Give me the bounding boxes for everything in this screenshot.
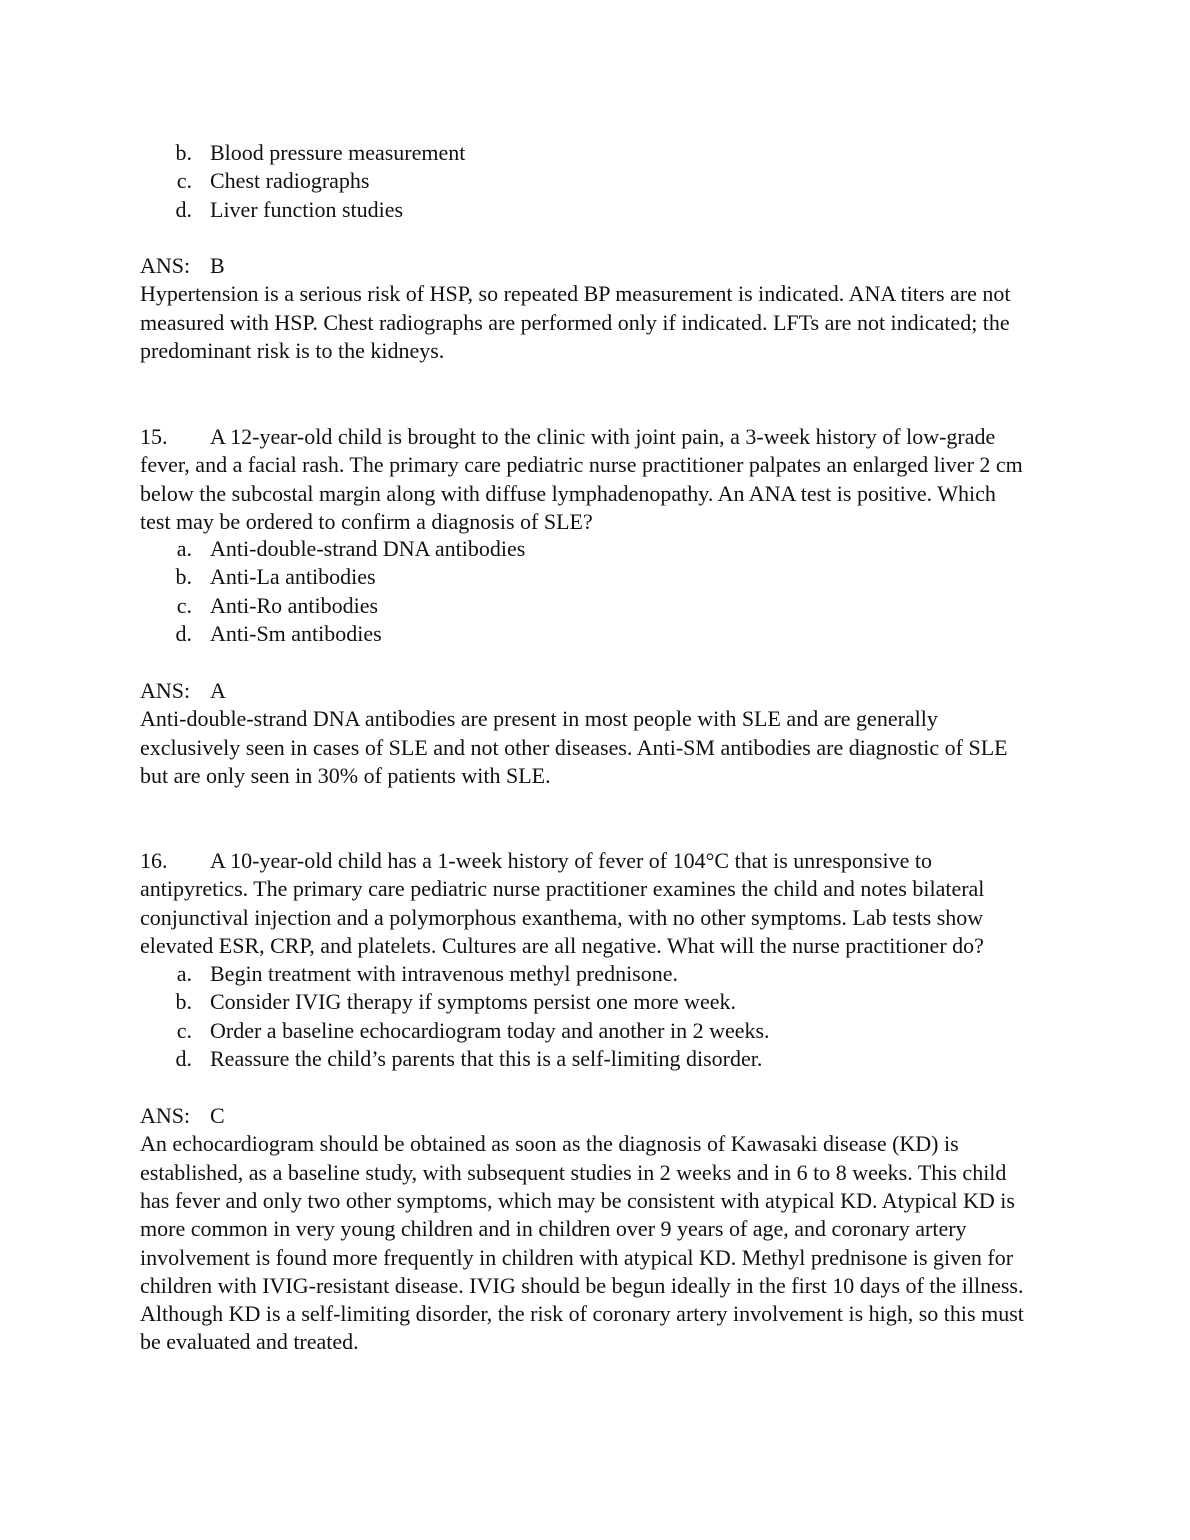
option-letter: c. — [176, 1017, 192, 1043]
option-text: Consider IVIG therapy if symptoms persist one more week. — [210, 989, 737, 1015]
question-stem-line: below the subcostal margin along with diffuse lymphadenopathy. An ANA test is positive. Which — [140, 480, 996, 506]
option-letter: b. — [175, 140, 192, 165]
option-text: Chest radiographs — [210, 168, 370, 194]
option-letter: b. — [175, 564, 192, 590]
option-letter: d. — [175, 196, 192, 222]
answer-value: C — [210, 1103, 225, 1128]
question-stem-line: test may be ordered to confirm a diagnosis of SLE? — [140, 508, 593, 534]
rationale-line: involvement is found more frequently in children with atypical KD. Methyl prednisone is given for — [140, 1244, 1014, 1270]
option-letter: a. — [176, 961, 192, 986]
rationale-line: Although KD is a self-limiting disorder, the risk of coronary artery involvement is high, so this must — [140, 1301, 1024, 1327]
option-letter: d. — [175, 620, 192, 646]
option-letter: a. — [176, 536, 192, 561]
question-stem-line: conjunctival injection and a polymorphous exanthema, with no other symptoms. Lab tests show — [140, 904, 984, 930]
option-letter: d. — [175, 1045, 192, 1071]
option-text: Anti-La antibodies — [210, 564, 376, 590]
question-stem-line: elevated ESR, CRP, and platelets. Cultures are all negative. What will the nurse practitioner do? — [140, 932, 984, 958]
option-text: Liver function studies — [210, 196, 404, 222]
option-text: Anti-Sm antibodies — [210, 620, 382, 646]
question-number: 15. — [140, 424, 168, 449]
option-letter: b. — [175, 989, 192, 1015]
option-text: Reassure the child’s parents that this is a self-limiting disorder. — [210, 1045, 763, 1071]
question-stem-text: A 12-year-old child is brought to the clinic with joint pain, a 3-week history of low-grade — [210, 424, 996, 449]
answer-value: B — [210, 253, 225, 278]
answer-label: ANS: — [140, 253, 191, 278]
rationale-line: An echocardiogram should be obtained as soon as the diagnosis of Kawasaki disease (KD) is — [140, 1131, 959, 1157]
answer-key — [140, 677, 226, 705]
answer-label: ANS: — [140, 1103, 191, 1128]
answer-value: A — [210, 678, 226, 703]
rationale-line: be evaluated and treated. — [140, 1329, 359, 1355]
option-text: Order a baseline echocardiogram today and another in 2 weeks. — [210, 1017, 770, 1043]
rationale-line: has fever and only two other symptoms, which may be consistent with atypical KD. Atypical KD is — [140, 1187, 1015, 1213]
question-stem-line — [140, 423, 996, 451]
option-text: Blood pressure measurement — [210, 140, 466, 165]
question-stem-line: fever, and a facial rash. The primary care pediatric nurse practitioner palpates an enlarged liver 2 cm — [140, 452, 1023, 478]
rationale-line: measured with HSP. Chest radiographs are performed only if indicated. LFTs are not indicated; the — [140, 309, 1010, 335]
answer-key — [140, 252, 225, 280]
rationale-line: exclusively seen in cases of SLE and not other diseases. Anti-SM antibodies are diagnostic of SLE — [140, 734, 1008, 760]
question-stem-line — [140, 847, 932, 875]
option-text: Anti-Ro antibodies — [210, 592, 379, 618]
question-stem-text: A 10-year-old child has a 1-week history of fever of 104°C that is unresponsive to — [210, 848, 932, 873]
option-text: Begin treatment with intravenous methyl prednisone. — [210, 961, 679, 986]
option-letter: c. — [176, 592, 192, 618]
question-stem-line: antipyretics. The primary care pediatric nurse practitioner examines the child and notes bilateral — [140, 876, 985, 902]
rationale-line: predominant risk is to the kidneys. — [140, 337, 445, 363]
rationale-line: Anti-double-strand DNA antibodies are present in most people with SLE and are generally — [140, 706, 938, 732]
rationale-line: but are only seen in 30% of patients with SLE. — [140, 762, 551, 788]
rationale-line: Hypertension is a serious risk of HSP, so repeated BP measurement is indicated. ANA titers are not — [140, 281, 1011, 307]
answer-key — [140, 1102, 225, 1130]
question-number: 16. — [140, 848, 168, 873]
option-text: Anti-double-strand DNA antibodies — [210, 536, 526, 561]
rationale-line: more common in very young children and in children over 9 years of age, and coronary artery — [140, 1216, 967, 1242]
rationale-line: children with IVIG-resistant disease. IVIG should be begun ideally in the first 10 days of the illness. — [140, 1272, 1024, 1298]
answer-label: ANS: — [140, 678, 191, 703]
rationale-line: established, as a baseline study, with subsequent studies in 2 weeks and in 6 to 8 weeks. This child — [140, 1159, 1007, 1185]
option-letter: c. — [176, 168, 192, 194]
